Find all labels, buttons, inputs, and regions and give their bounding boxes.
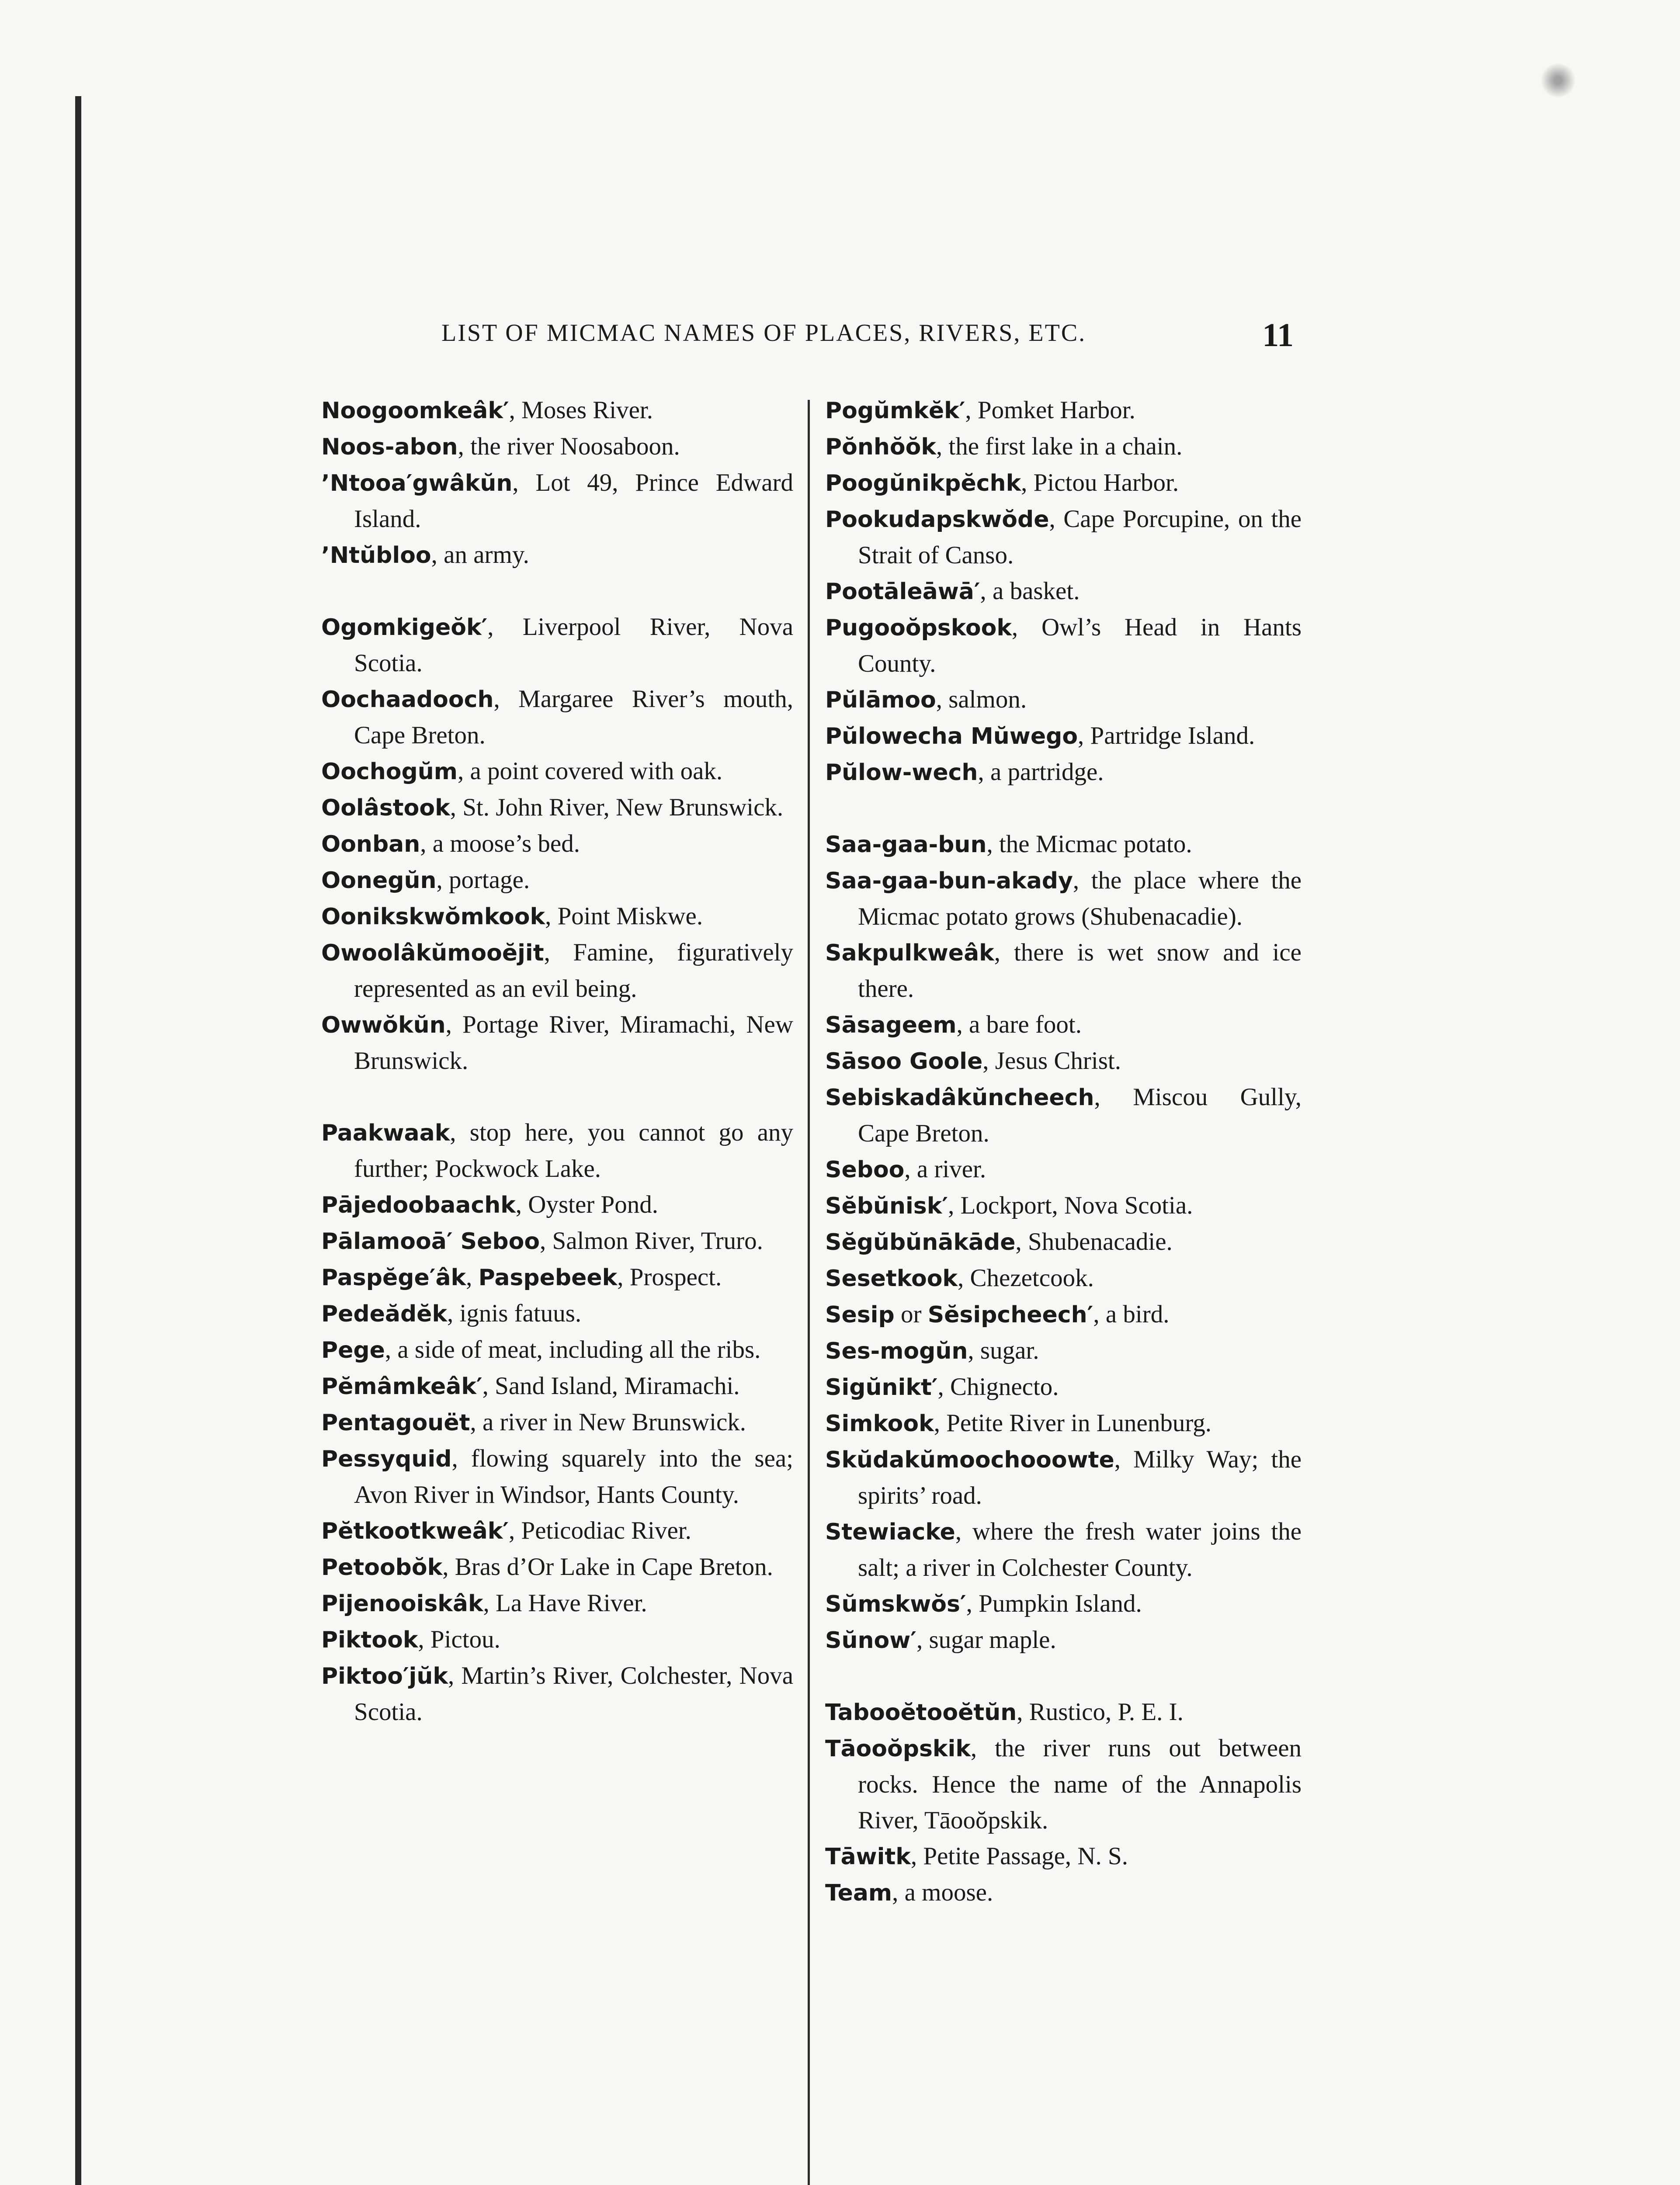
entry-headword: Sakpulkweâk [825, 940, 994, 966]
entry-definition: , the river Noosaboon. [458, 433, 680, 460]
dictionary-entry [825, 1875, 1302, 1911]
entry-definition: , the river runs out between rocks. Hence the name of the Annapolis River, Tāooŏpskik. [858, 1734, 1302, 1834]
dictionary-entry [825, 1622, 1302, 1658]
entry-headword: Paspebeek [478, 1265, 618, 1291]
dictionary-entry [321, 1585, 793, 1622]
entry-headword: ’Ntŭbloo [321, 542, 431, 569]
entry-definition: , a side of meat, including all the ribs. [385, 1336, 761, 1363]
entry-headword: Sāsoo Goole [825, 1048, 983, 1075]
dictionary-entry [321, 1259, 793, 1296]
entry-definition: , Portage River, Miramachi, New Brunswick. [354, 1011, 793, 1075]
entry-definition: , Petite Passage, N. S. [910, 1842, 1128, 1870]
dictionary-entry [321, 1405, 793, 1441]
dictionary-entry [825, 1514, 1302, 1586]
dictionary-entry [321, 1549, 793, 1585]
dictionary-entry [825, 1369, 1302, 1405]
dictionary-entry [321, 465, 793, 537]
entry-definition: , Liverpool River, Nova Scotia. [354, 613, 793, 677]
dictionary-entry [321, 681, 793, 753]
dictionary-entry [321, 429, 793, 465]
entry-definition: , a bare foot. [956, 1011, 1082, 1038]
dictionary-entry [321, 1296, 793, 1332]
entry-headword: Oolâstook [321, 795, 450, 821]
dictionary-entry [825, 1224, 1302, 1260]
entry-definition: , Miscou Gully, Cape Breton. [858, 1083, 1302, 1147]
entry-headword: Saa-gaa-bun [825, 832, 987, 858]
entry-definition: , Martin’s River, Colchester, Nova Scotia. [354, 1662, 793, 1726]
column-divider [808, 400, 810, 2185]
entry-headword: Pentagouët [321, 1410, 470, 1436]
entry-definition: , a basket. [980, 577, 1080, 605]
entry-headword: Oochogŭm [321, 759, 458, 785]
entry-definition: , Cape Porcupine, on the Strait of Canso. [858, 505, 1302, 569]
entry-definition: , Point Miskwe. [545, 902, 703, 930]
entry-definition: , [466, 1263, 479, 1291]
dictionary-entry [321, 935, 793, 1007]
dictionary-entry [321, 790, 793, 826]
dictionary-entry [321, 898, 793, 935]
entry-headword: Paspĕge′âk [321, 1265, 466, 1291]
dictionary-entry [825, 1333, 1302, 1369]
entry-definition: , Sand Island, Miramachi. [482, 1372, 740, 1400]
entry-headword: Stewiacke [825, 1519, 955, 1545]
entry-definition: , salmon. [936, 686, 1027, 713]
entry-headword: Sesetkook [825, 1266, 958, 1292]
entry-headword: Tāooŏpskik [825, 1736, 971, 1762]
dictionary-entry [321, 1187, 793, 1223]
dictionary-entry [825, 1188, 1302, 1224]
dictionary-entry [825, 392, 1302, 429]
entry-headword: Pege [321, 1337, 385, 1363]
dictionary-entry [825, 1151, 1302, 1188]
entry-headword: Oonban [321, 831, 420, 857]
entry-definition: , Milky Way; the spirits’ road. [858, 1446, 1302, 1509]
entry-definition: , the Micmac potato. [986, 830, 1192, 858]
entry-headword: Owwŏkŭn [321, 1012, 446, 1038]
dictionary-entry [825, 1442, 1302, 1514]
dictionary-entry [321, 537, 793, 573]
entry-headword: Seboo [825, 1157, 905, 1183]
dictionary-entry [825, 1007, 1302, 1043]
entry-headword: Oonikskwŏmkook [321, 904, 545, 930]
dictionary-entry [825, 754, 1302, 791]
entry-definition: , Prospect. [617, 1263, 722, 1291]
dictionary-entry [825, 1297, 1302, 1333]
entry-definition: or [894, 1301, 928, 1328]
dictionary-entry [825, 610, 1302, 682]
entry-definition: , there is wet snow and ice there. [858, 939, 1302, 1002]
dictionary-entry [825, 682, 1302, 718]
entry-headword: Pŭlāmoo [825, 687, 936, 713]
entry-definition: , flowing squarely into the sea; Avon River in Windsor, Hants County. [354, 1445, 793, 1509]
entry-definition: , portage. [436, 866, 530, 894]
entry-definition: , where the fresh water joins the salt; a river in Colchester County. [858, 1518, 1302, 1582]
dictionary-entry [825, 573, 1302, 610]
entry-definition: , Shubenacadie. [1015, 1228, 1173, 1256]
entry-headword: Pookudapskwŏde [825, 506, 1049, 533]
entry-headword: Tabooĕtooĕtŭn [825, 1699, 1017, 1726]
dictionary-entry [825, 501, 1302, 573]
entry-headword: Owoolâkŭmooĕjit [321, 940, 544, 966]
entry-definition: , Pictou. [418, 1626, 500, 1653]
entry-definition: , a partridge. [978, 758, 1104, 786]
left-column [321, 392, 793, 1730]
entry-headword: Pedeădĕk [321, 1301, 448, 1327]
dictionary-entry [825, 1694, 1302, 1731]
entry-headword: Pessyquid [321, 1446, 452, 1472]
dictionary-entry [825, 935, 1302, 1007]
dictionary-entry [321, 1441, 793, 1513]
entry-headword: Noos-abon [321, 434, 458, 460]
entry-definition: , Salmon River, Truro. [540, 1227, 763, 1255]
entry-definition: , ignis fatuus. [447, 1300, 582, 1327]
dictionary-entry [825, 429, 1302, 465]
entry-definition: , a bird. [1093, 1301, 1170, 1328]
entry-definition: , Partridge Island. [1078, 722, 1255, 749]
entry-definition: , an army. [431, 541, 529, 569]
entry-definition: , Moses River. [509, 396, 653, 424]
page-smudge [1512, 52, 1578, 122]
entry-headword: Pŏnhŏŏk [825, 434, 936, 460]
dictionary-entry [321, 1332, 793, 1368]
dictionary-entry [321, 392, 793, 429]
entry-definition: , St. John River, New Brunswick. [450, 794, 784, 821]
entry-definition: , Pomket Harbor. [965, 396, 1135, 424]
entry-headword: Oochaadooch [321, 687, 494, 713]
entry-definition: , a point covered with oak. [457, 757, 723, 785]
dictionary-entry [825, 465, 1302, 501]
entry-definition: , Peticodiac River. [509, 1517, 691, 1544]
dictionary-entry [825, 1731, 1302, 1838]
entry-definition: , Lot 49, Prince Edward Island. [354, 469, 793, 533]
entry-headword: Team [825, 1880, 892, 1906]
entry-headword: Sigŭnikt′ [825, 1374, 938, 1401]
entry-definition: , Petite River in Lunenburg. [934, 1409, 1212, 1437]
dictionary-entry [321, 1223, 793, 1259]
entry-headword: Pugooŏpskook [825, 615, 1012, 641]
entry-definition: , La Have River. [483, 1589, 647, 1617]
entry-headword: Pŭlow-wech [825, 760, 978, 786]
dictionary-entry [825, 863, 1302, 935]
dictionary-entry [825, 1838, 1302, 1875]
entry-headword: Tāwitk [825, 1844, 911, 1870]
entry-definition: , Chezetcook. [958, 1264, 1094, 1292]
entry-headword: Pŭlowecha Mŭwego [825, 723, 1078, 749]
dictionary-entry [825, 1260, 1302, 1297]
entry-definition: , Lockport, Nova Scotia. [948, 1192, 1193, 1219]
entry-headword: Ogomkigeŏk′ [321, 614, 488, 641]
book-binding-edge [75, 96, 81, 2185]
entry-headword: Pijenooiskâk [321, 1591, 483, 1617]
entry-headword: Sāsageem [825, 1012, 957, 1038]
entry-definition: , Pumpkin Island. [966, 1590, 1142, 1617]
entry-headword: Saa-gaa-bun-akady [825, 868, 1073, 894]
entry-definition: , a moose. [892, 1879, 993, 1906]
dictionary-entry [825, 1586, 1302, 1622]
entry-headword: Sĕbŭnisk′ [825, 1193, 948, 1219]
entry-headword: Pĕtkootkweâk′ [321, 1518, 509, 1544]
entry-definition: , sugar. [968, 1337, 1039, 1364]
entry-headword: ’Ntooa′gwâkŭn [321, 470, 513, 496]
entry-definition: , sugar maple. [916, 1626, 1056, 1654]
entry-headword: Pogŭmkĕk′ [825, 398, 965, 424]
dictionary-entry [321, 1115, 793, 1187]
entry-headword: Petoobŏk [321, 1554, 443, 1581]
entry-headword: Sesip [825, 1302, 895, 1328]
dictionary-entry [825, 718, 1302, 754]
dictionary-entry [321, 1007, 793, 1079]
dictionary-entry [321, 609, 793, 681]
page-header [441, 319, 1294, 354]
entry-definition: , the place where the Micmac potato grows (Shubenacadie). [858, 867, 1302, 930]
entry-headword: Ses-mogŭn [825, 1338, 968, 1364]
entry-headword: Paakwaak [321, 1120, 450, 1146]
entry-headword: Sŭnow′ [825, 1627, 916, 1654]
entry-headword: Sĕsipcheech′ [927, 1302, 1093, 1328]
running-title: LIST OF MICMAC NAMES OF PLACES, RIVERS, ETC. [441, 319, 1086, 347]
entry-headword: Skŭdakŭmoochooowte [825, 1447, 1114, 1473]
dictionary-entry [825, 1043, 1302, 1079]
entry-headword: Sebiskadâkŭncheech [825, 1085, 1094, 1111]
entry-definition: , Chignecto. [937, 1373, 1059, 1401]
entry-definition: , the first lake in a chain. [936, 433, 1183, 460]
entry-headword: Simkook [825, 1411, 934, 1437]
dictionary-entry [825, 1079, 1302, 1151]
dictionary-entry [825, 1405, 1302, 1442]
entry-definition: , Oyster Pond. [515, 1191, 658, 1218]
entry-definition: , Jesus Christ. [982, 1047, 1121, 1075]
dictionary-entry [321, 1658, 793, 1730]
dictionary-entry [321, 1368, 793, 1405]
entry-definition: , Rustico, P. E. I. [1017, 1698, 1184, 1726]
entry-headword: Piktook [321, 1627, 418, 1653]
entry-headword: Pājedoobaachk [321, 1192, 516, 1218]
dictionary-entry [321, 1513, 793, 1549]
entry-headword: Oonegŭn [321, 867, 437, 894]
entry-headword: Noogoomkeâk′ [321, 398, 509, 424]
entry-definition: , a river in New Brunswick. [470, 1408, 746, 1436]
entry-headword: Pĕmâmkeâk′ [321, 1373, 482, 1400]
entry-headword: Piktoo′jŭk [321, 1663, 448, 1689]
entry-headword: Pālamooā′ Seboo [321, 1228, 540, 1255]
entry-definition: , Owl’s Head in Hants County. [858, 614, 1302, 677]
entry-definition: , Pictou Harbor. [1021, 469, 1179, 496]
entry-definition: , Famine, figuratively represented as an evil being. [354, 939, 793, 1002]
entry-headword: Pootāleāwā′ [825, 579, 980, 605]
entry-headword: Sŭmskwŏs′ [825, 1591, 966, 1617]
entry-headword: Poogŭnikpĕchk [825, 470, 1021, 496]
dictionary-entry [321, 753, 793, 790]
dictionary-entry [321, 1622, 793, 1658]
page-number: 11 [1262, 317, 1294, 354]
entry-definition: , a moose’s bed. [420, 830, 580, 857]
right-column [825, 392, 1302, 1911]
entry-definition: , a river. [904, 1155, 986, 1183]
entry-definition: , Margaree River’s mouth, Cape Breton. [354, 685, 793, 749]
dictionary-entry [321, 826, 793, 862]
entry-headword: Sĕgŭbŭnākāde [825, 1229, 1016, 1256]
dictionary-entry [825, 826, 1302, 863]
entry-definition: , stop here, you cannot go any further; Pockwock Lake. [354, 1119, 793, 1183]
entry-definition: , Bras d’Or Lake in Cape Breton. [442, 1553, 773, 1581]
dictionary-entry [321, 862, 793, 898]
